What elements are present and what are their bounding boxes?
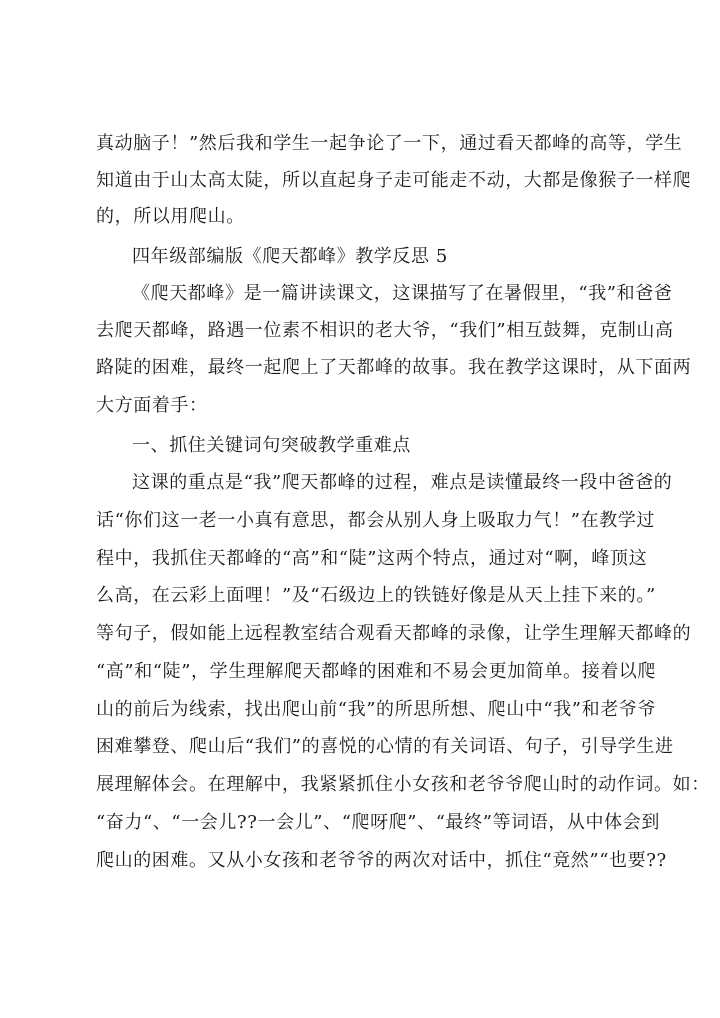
subsection-heading: 一、抓住关键词句突破教学重难点 [132, 435, 411, 456]
paragraph-line: 展理解体会。在理解中，我紧紧抓住小女孩和老爷爷爬山时的动作词。如： [96, 774, 710, 795]
paragraph-line: 大方面着手： [96, 395, 208, 416]
section-heading: 四年级部编版《爬天都峰》教学反思 5 [132, 246, 448, 267]
paragraph-line: 去爬天都峰，路遇一位素不相识的老大爷，“我们”相互鼓舞，克制山高 [96, 320, 674, 341]
paragraph-line: 路陡的困难，最终一起爬上了天都峰的故事。我在教学这课时，从下面两 [96, 357, 692, 378]
paragraph-line: 《爬天都峰》是一篇讲读课文，这课描写了在暑假里，“我”和爸爸 [132, 283, 673, 304]
paragraph-line: 这课的重点是“我”爬天都峰的过程，难点是读懂最终一段中爸爸的 [132, 472, 673, 493]
paragraph-line: 山的前后为线索，找出爬山前“我”的所思所想、爬山中“我”和老爷爷 [96, 699, 657, 720]
paragraph-line: “奋力“、“一会儿??一会儿”、“爬呀爬”、“最终”等词语，从中体会到 [96, 812, 660, 833]
paragraph-line: 爬山的困难。又从小女孩和老爷爷的两次对话中，抓住“竟然”“也要?? [96, 850, 667, 871]
paragraph-line: 么高，在云彩上面哩！”及“石级边上的铁链好像是从天上挂下来的。” [96, 585, 656, 606]
paragraph-line: 知道由于山太高太陡，所以直起身子走可能走不动，大都是像猴子一样爬 [96, 170, 692, 191]
paragraph-line: 程中，我抓住天都峰的“高”和“陡”这两个特点，通过对“啊，峰顶这 [96, 548, 648, 569]
paragraph-line: 等句子，假如能上远程教室结合观看天都峰的录像，让学生理解天都峰的 [96, 623, 692, 644]
paragraph-line: 困难攀登、爬山后“我们”的喜悦的心情的有关词语、句子，引导学生进 [96, 736, 674, 757]
paragraph-line: 话“你们这一老一小真有意思，都会从别人身上吸取力气！”在教学过 [96, 510, 656, 531]
paragraph-line: 的，所以用爬山。 [96, 206, 245, 227]
paragraph-line: 真动脑子！”然后我和学生一起争论了一下，通过看天都峰的高等，学生 [96, 133, 683, 154]
paragraph-line: “高”和“陡”，学生理解爬天都峰的困难和不易会更加简单。接着以爬 [96, 661, 657, 682]
